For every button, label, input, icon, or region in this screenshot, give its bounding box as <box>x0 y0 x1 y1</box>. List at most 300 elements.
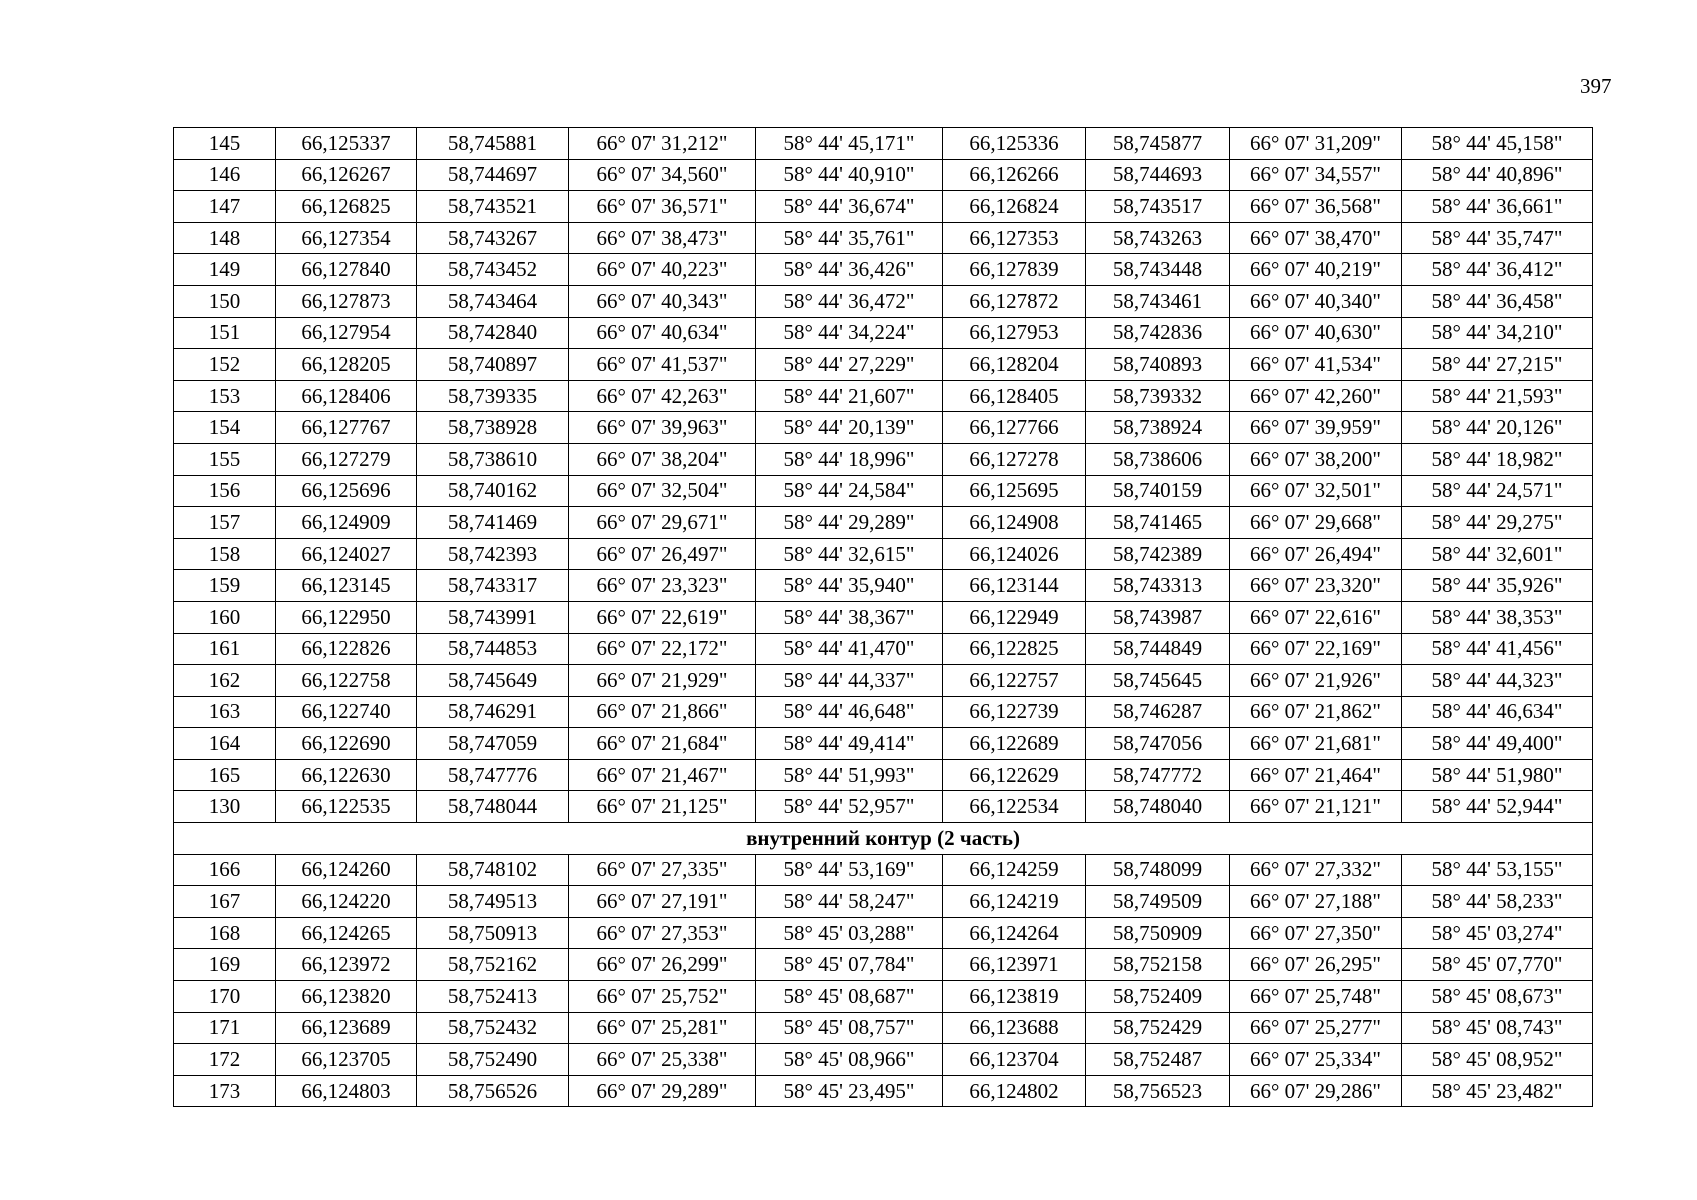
cell-latitude-dms-a: 66° 07' 21,929" <box>569 665 756 697</box>
cell-longitude-dms-b: 58° 44' 40,896" <box>1402 159 1593 191</box>
cell-longitude-dms-a: 58° 44' 40,910" <box>756 159 943 191</box>
cell-point-number: 162 <box>174 665 276 697</box>
table-row <box>174 507 1593 539</box>
cell-longitude-dms-a: 58° 45' 08,687" <box>756 981 943 1013</box>
cell-latitude-dms-b: 66° 07' 36,568" <box>1230 191 1402 223</box>
cell-longitude-decimal-a: 58,740162 <box>417 475 569 507</box>
cell-longitude-dms-b: 58° 44' 21,593" <box>1402 380 1593 412</box>
cell-latitude-dms-a: 66° 07' 27,353" <box>569 917 756 949</box>
cell-latitude-decimal-a: 66,127954 <box>276 317 417 349</box>
cell-longitude-dms-b: 58° 45' 23,482" <box>1402 1075 1593 1107</box>
cell-latitude-decimal-b: 66,124908 <box>943 507 1086 539</box>
cell-longitude-dms-b: 58° 44' 51,980" <box>1402 759 1593 791</box>
cell-latitude-dms-a: 66° 07' 21,866" <box>569 696 756 728</box>
cell-longitude-decimal-a: 58,748044 <box>417 791 569 823</box>
cell-latitude-dms-a: 66° 07' 21,684" <box>569 728 756 760</box>
cell-latitude-dms-b: 66° 07' 27,188" <box>1230 886 1402 918</box>
cell-latitude-dms-b: 66° 07' 27,332" <box>1230 854 1402 886</box>
cell-longitude-dms-a: 58° 44' 29,289" <box>756 507 943 539</box>
cell-longitude-dms-a: 58° 44' 36,472" <box>756 285 943 317</box>
cell-latitude-decimal-b: 66,125336 <box>943 128 1086 160</box>
cell-longitude-dms-b: 58° 45' 08,673" <box>1402 981 1593 1013</box>
cell-latitude-dms-a: 66° 07' 40,343" <box>569 285 756 317</box>
cell-latitude-dms-b: 66° 07' 21,121" <box>1230 791 1402 823</box>
cell-latitude-decimal-b: 66,126266 <box>943 159 1086 191</box>
cell-latitude-dms-b: 66° 07' 22,169" <box>1230 633 1402 665</box>
cell-latitude-dms-b: 66° 07' 34,557" <box>1230 159 1402 191</box>
cell-longitude-dms-b: 58° 45' 03,274" <box>1402 917 1593 949</box>
cell-longitude-dms-b: 58° 44' 29,275" <box>1402 507 1593 539</box>
cell-longitude-dms-b: 58° 44' 27,215" <box>1402 349 1593 381</box>
cell-latitude-decimal-a: 66,123820 <box>276 981 417 1013</box>
cell-longitude-dms-a: 58° 44' 52,957" <box>756 791 943 823</box>
cell-latitude-decimal-a: 66,123689 <box>276 1012 417 1044</box>
cell-longitude-decimal-a: 58,747776 <box>417 759 569 791</box>
cell-longitude-decimal-a: 58,743452 <box>417 254 569 286</box>
cell-longitude-decimal-a: 58,744853 <box>417 633 569 665</box>
cell-latitude-decimal-b: 66,127872 <box>943 285 1086 317</box>
cell-point-number: 146 <box>174 159 276 191</box>
cell-latitude-decimal-a: 66,126825 <box>276 191 417 223</box>
cell-longitude-decimal-b: 58,740893 <box>1086 349 1230 381</box>
cell-latitude-dms-b: 66° 07' 26,494" <box>1230 538 1402 570</box>
cell-longitude-dms-b: 58° 44' 36,661" <box>1402 191 1593 223</box>
cell-longitude-dms-a: 58° 44' 38,367" <box>756 601 943 633</box>
cell-latitude-decimal-a: 66,122535 <box>276 791 417 823</box>
cell-point-number: 171 <box>174 1012 276 1044</box>
table-row <box>174 285 1593 317</box>
cell-longitude-dms-b: 58° 44' 53,155" <box>1402 854 1593 886</box>
cell-longitude-decimal-b: 58,739332 <box>1086 380 1230 412</box>
table-row <box>174 538 1593 570</box>
cell-latitude-dms-b: 66° 07' 23,320" <box>1230 570 1402 602</box>
cell-latitude-decimal-a: 66,128406 <box>276 380 417 412</box>
cell-latitude-decimal-a: 66,122950 <box>276 601 417 633</box>
cell-longitude-decimal-b: 58,741465 <box>1086 507 1230 539</box>
cell-latitude-decimal-a: 66,122630 <box>276 759 417 791</box>
cell-longitude-decimal-b: 58,743517 <box>1086 191 1230 223</box>
table-row <box>174 128 1593 160</box>
cell-latitude-decimal-b: 66,122757 <box>943 665 1086 697</box>
cell-latitude-dms-b: 66° 07' 29,668" <box>1230 507 1402 539</box>
cell-latitude-dms-a: 66° 07' 41,537" <box>569 349 756 381</box>
cell-latitude-dms-a: 66° 07' 31,212" <box>569 128 756 160</box>
cell-point-number: 154 <box>174 412 276 444</box>
cell-longitude-dms-a: 58° 44' 49,414" <box>756 728 943 760</box>
cell-longitude-dms-b: 58° 44' 52,944" <box>1402 791 1593 823</box>
cell-latitude-decimal-a: 66,123705 <box>276 1044 417 1076</box>
table-row <box>174 222 1593 254</box>
cell-point-number: 169 <box>174 949 276 981</box>
cell-latitude-decimal-b: 66,128405 <box>943 380 1086 412</box>
cell-latitude-dms-a: 66° 07' 21,467" <box>569 759 756 791</box>
table-row <box>174 949 1593 981</box>
cell-longitude-dms-a: 58° 44' 27,229" <box>756 349 943 381</box>
cell-longitude-decimal-a: 58,745881 <box>417 128 569 160</box>
cell-longitude-dms-a: 58° 44' 46,648" <box>756 696 943 728</box>
table-row <box>174 443 1593 475</box>
cell-point-number: 147 <box>174 191 276 223</box>
table-row <box>174 570 1593 602</box>
cell-longitude-decimal-b: 58,752409 <box>1086 981 1230 1013</box>
cell-longitude-dms-a: 58° 45' 08,757" <box>756 1012 943 1044</box>
cell-latitude-decimal-b: 66,123704 <box>943 1044 1086 1076</box>
section-row <box>174 823 1593 855</box>
cell-latitude-decimal-b: 66,123971 <box>943 949 1086 981</box>
cell-latitude-decimal-a: 66,125337 <box>276 128 417 160</box>
cell-latitude-decimal-a: 66,122758 <box>276 665 417 697</box>
cell-longitude-dms-b: 58° 44' 20,126" <box>1402 412 1593 444</box>
cell-latitude-dms-a: 66° 07' 25,338" <box>569 1044 756 1076</box>
cell-longitude-decimal-b: 58,744849 <box>1086 633 1230 665</box>
cell-point-number: 153 <box>174 380 276 412</box>
cell-latitude-dms-b: 66° 07' 21,862" <box>1230 696 1402 728</box>
table-row <box>174 1044 1593 1076</box>
cell-latitude-decimal-b: 66,127278 <box>943 443 1086 475</box>
cell-longitude-decimal-b: 58,750909 <box>1086 917 1230 949</box>
cell-latitude-dms-b: 66° 07' 25,334" <box>1230 1044 1402 1076</box>
cell-latitude-decimal-a: 66,124909 <box>276 507 417 539</box>
cell-longitude-decimal-a: 58,743317 <box>417 570 569 602</box>
cell-longitude-dms-b: 58° 44' 49,400" <box>1402 728 1593 760</box>
cell-latitude-decimal-a: 66,123145 <box>276 570 417 602</box>
table-row <box>174 696 1593 728</box>
cell-latitude-dms-a: 66° 07' 22,172" <box>569 633 756 665</box>
cell-longitude-dms-a: 58° 44' 35,761" <box>756 222 943 254</box>
cell-latitude-dms-a: 66° 07' 26,299" <box>569 949 756 981</box>
cell-latitude-dms-b: 66° 07' 38,200" <box>1230 443 1402 475</box>
cell-point-number: 159 <box>174 570 276 602</box>
cell-point-number: 155 <box>174 443 276 475</box>
cell-longitude-dms-b: 58° 45' 08,743" <box>1402 1012 1593 1044</box>
cell-latitude-dms-a: 66° 07' 42,263" <box>569 380 756 412</box>
cell-longitude-dms-b: 58° 44' 36,458" <box>1402 285 1593 317</box>
cell-latitude-decimal-a: 66,124027 <box>276 538 417 570</box>
cell-longitude-decimal-b: 58,743448 <box>1086 254 1230 286</box>
cell-latitude-dms-b: 66° 07' 21,681" <box>1230 728 1402 760</box>
cell-latitude-decimal-b: 66,127766 <box>943 412 1086 444</box>
cell-longitude-dms-a: 58° 44' 53,169" <box>756 854 943 886</box>
page-number: 397 <box>1580 74 1612 98</box>
cell-latitude-decimal-a: 66,122826 <box>276 633 417 665</box>
cell-longitude-decimal-a: 58,742840 <box>417 317 569 349</box>
cell-longitude-decimal-b: 58,752487 <box>1086 1044 1230 1076</box>
cell-point-number: 166 <box>174 854 276 886</box>
cell-longitude-decimal-b: 58,746287 <box>1086 696 1230 728</box>
cell-longitude-dms-a: 58° 44' 36,426" <box>756 254 943 286</box>
cell-latitude-decimal-a: 66,122740 <box>276 696 417 728</box>
cell-latitude-decimal-b: 66,123819 <box>943 981 1086 1013</box>
cell-longitude-decimal-a: 58,748102 <box>417 854 569 886</box>
cell-longitude-decimal-a: 58,742393 <box>417 538 569 570</box>
table-row <box>174 191 1593 223</box>
cell-longitude-dms-a: 58° 44' 36,674" <box>756 191 943 223</box>
cell-longitude-decimal-b: 58,747056 <box>1086 728 1230 760</box>
cell-longitude-decimal-b: 58,738606 <box>1086 443 1230 475</box>
cell-longitude-decimal-a: 58,745649 <box>417 665 569 697</box>
table-row <box>174 886 1593 918</box>
cell-longitude-decimal-b: 58,752429 <box>1086 1012 1230 1044</box>
cell-longitude-decimal-a: 58,739335 <box>417 380 569 412</box>
cell-latitude-decimal-a: 66,124220 <box>276 886 417 918</box>
cell-latitude-dms-a: 66° 07' 32,504" <box>569 475 756 507</box>
cell-latitude-decimal-b: 66,127839 <box>943 254 1086 286</box>
cell-longitude-dms-b: 58° 44' 34,210" <box>1402 317 1593 349</box>
table-row <box>174 981 1593 1013</box>
cell-longitude-dms-b: 58° 45' 08,952" <box>1402 1044 1593 1076</box>
cell-point-number: 160 <box>174 601 276 633</box>
cell-longitude-dms-b: 58° 44' 18,982" <box>1402 443 1593 475</box>
cell-longitude-decimal-b: 58,745645 <box>1086 665 1230 697</box>
cell-latitude-dms-b: 66° 07' 25,748" <box>1230 981 1402 1013</box>
cell-longitude-decimal-a: 58,738610 <box>417 443 569 475</box>
cell-latitude-dms-b: 66° 07' 42,260" <box>1230 380 1402 412</box>
cell-longitude-dms-a: 58° 44' 24,584" <box>756 475 943 507</box>
cell-longitude-dms-a: 58° 44' 32,615" <box>756 538 943 570</box>
table-row <box>174 349 1593 381</box>
cell-latitude-dms-a: 66° 07' 36,571" <box>569 191 756 223</box>
cell-longitude-dms-a: 58° 44' 35,940" <box>756 570 943 602</box>
table-row <box>174 665 1593 697</box>
cell-longitude-decimal-a: 58,747059 <box>417 728 569 760</box>
cell-latitude-dms-a: 66° 07' 23,323" <box>569 570 756 602</box>
cell-longitude-dms-a: 58° 44' 18,996" <box>756 443 943 475</box>
table-row <box>174 159 1593 191</box>
cell-longitude-decimal-a: 58,750913 <box>417 917 569 949</box>
cell-latitude-dms-b: 66° 07' 22,616" <box>1230 601 1402 633</box>
cell-longitude-dms-b: 58° 44' 35,926" <box>1402 570 1593 602</box>
table-row <box>174 728 1593 760</box>
cell-latitude-decimal-a: 66,128205 <box>276 349 417 381</box>
cell-longitude-dms-a: 58° 44' 44,337" <box>756 665 943 697</box>
cell-latitude-decimal-b: 66,122739 <box>943 696 1086 728</box>
cell-longitude-decimal-b: 58,742836 <box>1086 317 1230 349</box>
cell-latitude-decimal-b: 66,124026 <box>943 538 1086 570</box>
cell-latitude-dms-a: 66° 07' 29,671" <box>569 507 756 539</box>
cell-latitude-decimal-b: 66,124259 <box>943 854 1086 886</box>
cell-latitude-dms-a: 66° 07' 38,473" <box>569 222 756 254</box>
table-row <box>174 759 1593 791</box>
cell-latitude-dms-a: 66° 07' 40,223" <box>569 254 756 286</box>
cell-latitude-dms-b: 66° 07' 26,295" <box>1230 949 1402 981</box>
cell-latitude-dms-b: 66° 07' 38,470" <box>1230 222 1402 254</box>
cell-latitude-dms-a: 66° 07' 25,281" <box>569 1012 756 1044</box>
cell-latitude-dms-b: 66° 07' 21,926" <box>1230 665 1402 697</box>
cell-longitude-decimal-b: 58,738924 <box>1086 412 1230 444</box>
cell-longitude-dms-b: 58° 44' 45,158" <box>1402 128 1593 160</box>
table-row <box>174 317 1593 349</box>
cell-latitude-decimal-a: 66,124803 <box>276 1075 417 1107</box>
cell-latitude-decimal-a: 66,122690 <box>276 728 417 760</box>
table-row <box>174 633 1593 665</box>
cell-latitude-dms-a: 66° 07' 22,619" <box>569 601 756 633</box>
cell-latitude-dms-b: 66° 07' 40,630" <box>1230 317 1402 349</box>
cell-latitude-dms-a: 66° 07' 29,289" <box>569 1075 756 1107</box>
cell-point-number: 152 <box>174 349 276 381</box>
cell-latitude-decimal-a: 66,124260 <box>276 854 417 886</box>
cell-latitude-decimal-a: 66,127279 <box>276 443 417 475</box>
cell-point-number: 157 <box>174 507 276 539</box>
cell-latitude-dms-b: 66° 07' 40,219" <box>1230 254 1402 286</box>
cell-point-number: 173 <box>174 1075 276 1107</box>
cell-point-number: 130 <box>174 791 276 823</box>
table-row <box>174 1012 1593 1044</box>
table-row <box>174 412 1593 444</box>
cell-longitude-decimal-a: 58,752432 <box>417 1012 569 1044</box>
table-row <box>174 380 1593 412</box>
cell-point-number: 156 <box>174 475 276 507</box>
cell-latitude-dms-b: 66° 07' 40,340" <box>1230 285 1402 317</box>
table-row <box>174 1075 1593 1107</box>
cell-longitude-decimal-a: 58,752413 <box>417 981 569 1013</box>
cell-longitude-dms-a: 58° 45' 08,966" <box>756 1044 943 1076</box>
cell-latitude-decimal-a: 66,127873 <box>276 285 417 317</box>
cell-longitude-decimal-b: 58,744693 <box>1086 159 1230 191</box>
coordinates-table-body <box>174 128 1593 1107</box>
cell-point-number: 172 <box>174 1044 276 1076</box>
cell-longitude-decimal-a: 58,741469 <box>417 507 569 539</box>
cell-latitude-decimal-b: 66,122689 <box>943 728 1086 760</box>
cell-longitude-decimal-b: 58,748099 <box>1086 854 1230 886</box>
cell-longitude-decimal-b: 58,743263 <box>1086 222 1230 254</box>
cell-latitude-decimal-b: 66,122629 <box>943 759 1086 791</box>
cell-point-number: 164 <box>174 728 276 760</box>
cell-longitude-dms-b: 58° 44' 58,233" <box>1402 886 1593 918</box>
cell-latitude-decimal-a: 66,124265 <box>276 917 417 949</box>
cell-longitude-decimal-a: 58,743267 <box>417 222 569 254</box>
cell-latitude-decimal-a: 66,127354 <box>276 222 417 254</box>
table-row <box>174 601 1593 633</box>
cell-point-number: 148 <box>174 222 276 254</box>
cell-latitude-dms-a: 66° 07' 27,335" <box>569 854 756 886</box>
cell-longitude-dms-b: 58° 44' 44,323" <box>1402 665 1593 697</box>
coordinates-table <box>173 127 1593 1107</box>
cell-longitude-decimal-a: 58,743991 <box>417 601 569 633</box>
cell-longitude-dms-a: 58° 45' 07,784" <box>756 949 943 981</box>
cell-latitude-dms-a: 66° 07' 34,560" <box>569 159 756 191</box>
table-row <box>174 854 1593 886</box>
cell-latitude-dms-a: 66° 07' 26,497" <box>569 538 756 570</box>
cell-longitude-decimal-a: 58,743464 <box>417 285 569 317</box>
cell-longitude-decimal-a: 58,752162 <box>417 949 569 981</box>
cell-latitude-decimal-b: 66,124264 <box>943 917 1086 949</box>
cell-longitude-dms-b: 58° 45' 07,770" <box>1402 949 1593 981</box>
cell-longitude-decimal-a: 58,749513 <box>417 886 569 918</box>
cell-latitude-decimal-b: 66,122949 <box>943 601 1086 633</box>
cell-point-number: 150 <box>174 285 276 317</box>
cell-latitude-decimal-b: 66,128204 <box>943 349 1086 381</box>
cell-latitude-dms-b: 66° 07' 27,350" <box>1230 917 1402 949</box>
table-row <box>174 475 1593 507</box>
cell-point-number: 170 <box>174 981 276 1013</box>
cell-point-number: 165 <box>174 759 276 791</box>
table-row <box>174 791 1593 823</box>
cell-longitude-dms-a: 58° 44' 20,139" <box>756 412 943 444</box>
cell-longitude-dms-a: 58° 44' 41,470" <box>756 633 943 665</box>
cell-longitude-decimal-b: 58,756523 <box>1086 1075 1230 1107</box>
cell-longitude-decimal-b: 58,747772 <box>1086 759 1230 791</box>
cell-latitude-dms-b: 66° 07' 21,464" <box>1230 759 1402 791</box>
cell-longitude-dms-a: 58° 45' 23,495" <box>756 1075 943 1107</box>
cell-longitude-decimal-a: 58,752490 <box>417 1044 569 1076</box>
cell-longitude-decimal-b: 58,749509 <box>1086 886 1230 918</box>
cell-latitude-decimal-a: 66,127767 <box>276 412 417 444</box>
cell-point-number: 168 <box>174 917 276 949</box>
cell-longitude-decimal-a: 58,740897 <box>417 349 569 381</box>
cell-point-number: 167 <box>174 886 276 918</box>
cell-latitude-decimal-b: 66,123144 <box>943 570 1086 602</box>
cell-point-number: 161 <box>174 633 276 665</box>
cell-longitude-decimal-b: 58,748040 <box>1086 791 1230 823</box>
cell-latitude-dms-a: 66° 07' 27,191" <box>569 886 756 918</box>
cell-longitude-dms-a: 58° 44' 45,171" <box>756 128 943 160</box>
cell-longitude-dms-a: 58° 44' 34,224" <box>756 317 943 349</box>
cell-longitude-dms-b: 58° 44' 41,456" <box>1402 633 1593 665</box>
cell-longitude-decimal-a: 58,756526 <box>417 1075 569 1107</box>
cell-latitude-decimal-b: 66,127953 <box>943 317 1086 349</box>
cell-latitude-dms-b: 66° 07' 39,959" <box>1230 412 1402 444</box>
cell-latitude-dms-b: 66° 07' 25,277" <box>1230 1012 1402 1044</box>
cell-point-number: 149 <box>174 254 276 286</box>
cell-longitude-decimal-a: 58,738928 <box>417 412 569 444</box>
cell-latitude-decimal-b: 66,124802 <box>943 1075 1086 1107</box>
cell-latitude-dms-b: 66° 07' 31,209" <box>1230 128 1402 160</box>
cell-longitude-dms-a: 58° 44' 58,247" <box>756 886 943 918</box>
cell-longitude-dms-b: 58° 44' 38,353" <box>1402 601 1593 633</box>
cell-longitude-decimal-b: 58,743461 <box>1086 285 1230 317</box>
cell-longitude-decimal-b: 58,740159 <box>1086 475 1230 507</box>
cell-longitude-decimal-b: 58,745877 <box>1086 128 1230 160</box>
cell-latitude-dms-b: 66° 07' 32,501" <box>1230 475 1402 507</box>
cell-longitude-dms-a: 58° 44' 51,993" <box>756 759 943 791</box>
table-row <box>174 917 1593 949</box>
cell-latitude-dms-a: 66° 07' 25,752" <box>569 981 756 1013</box>
cell-latitude-decimal-a: 66,125696 <box>276 475 417 507</box>
cell-longitude-decimal-a: 58,744697 <box>417 159 569 191</box>
cell-latitude-decimal-a: 66,127840 <box>276 254 417 286</box>
cell-longitude-decimal-a: 58,743521 <box>417 191 569 223</box>
cell-longitude-dms-b: 58° 44' 35,747" <box>1402 222 1593 254</box>
cell-latitude-decimal-b: 66,122825 <box>943 633 1086 665</box>
cell-point-number: 163 <box>174 696 276 728</box>
cell-latitude-decimal-b: 66,125695 <box>943 475 1086 507</box>
cell-longitude-decimal-b: 58,752158 <box>1086 949 1230 981</box>
cell-latitude-decimal-b: 66,126824 <box>943 191 1086 223</box>
cell-longitude-decimal-a: 58,746291 <box>417 696 569 728</box>
cell-latitude-decimal-a: 66,126267 <box>276 159 417 191</box>
cell-latitude-decimal-b: 66,122534 <box>943 791 1086 823</box>
cell-point-number: 145 <box>174 128 276 160</box>
section-label: внутренний контур (2 часть) <box>174 823 1593 855</box>
cell-latitude-dms-a: 66° 07' 39,963" <box>569 412 756 444</box>
cell-point-number: 158 <box>174 538 276 570</box>
cell-point-number: 151 <box>174 317 276 349</box>
cell-longitude-decimal-b: 58,743987 <box>1086 601 1230 633</box>
cell-longitude-decimal-b: 58,742389 <box>1086 538 1230 570</box>
cell-latitude-decimal-b: 66,124219 <box>943 886 1086 918</box>
cell-latitude-dms-b: 66° 07' 29,286" <box>1230 1075 1402 1107</box>
cell-latitude-decimal-b: 66,127353 <box>943 222 1086 254</box>
cell-latitude-decimal-a: 66,123972 <box>276 949 417 981</box>
cell-longitude-dms-a: 58° 45' 03,288" <box>756 917 943 949</box>
cell-latitude-dms-a: 66° 07' 38,204" <box>569 443 756 475</box>
cell-longitude-dms-b: 58° 44' 24,571" <box>1402 475 1593 507</box>
cell-longitude-decimal-b: 58,743313 <box>1086 570 1230 602</box>
cell-latitude-dms-b: 66° 07' 41,534" <box>1230 349 1402 381</box>
cell-latitude-dms-a: 66° 07' 40,634" <box>569 317 756 349</box>
cell-latitude-decimal-b: 66,123688 <box>943 1012 1086 1044</box>
cell-latitude-dms-a: 66° 07' 21,125" <box>569 791 756 823</box>
